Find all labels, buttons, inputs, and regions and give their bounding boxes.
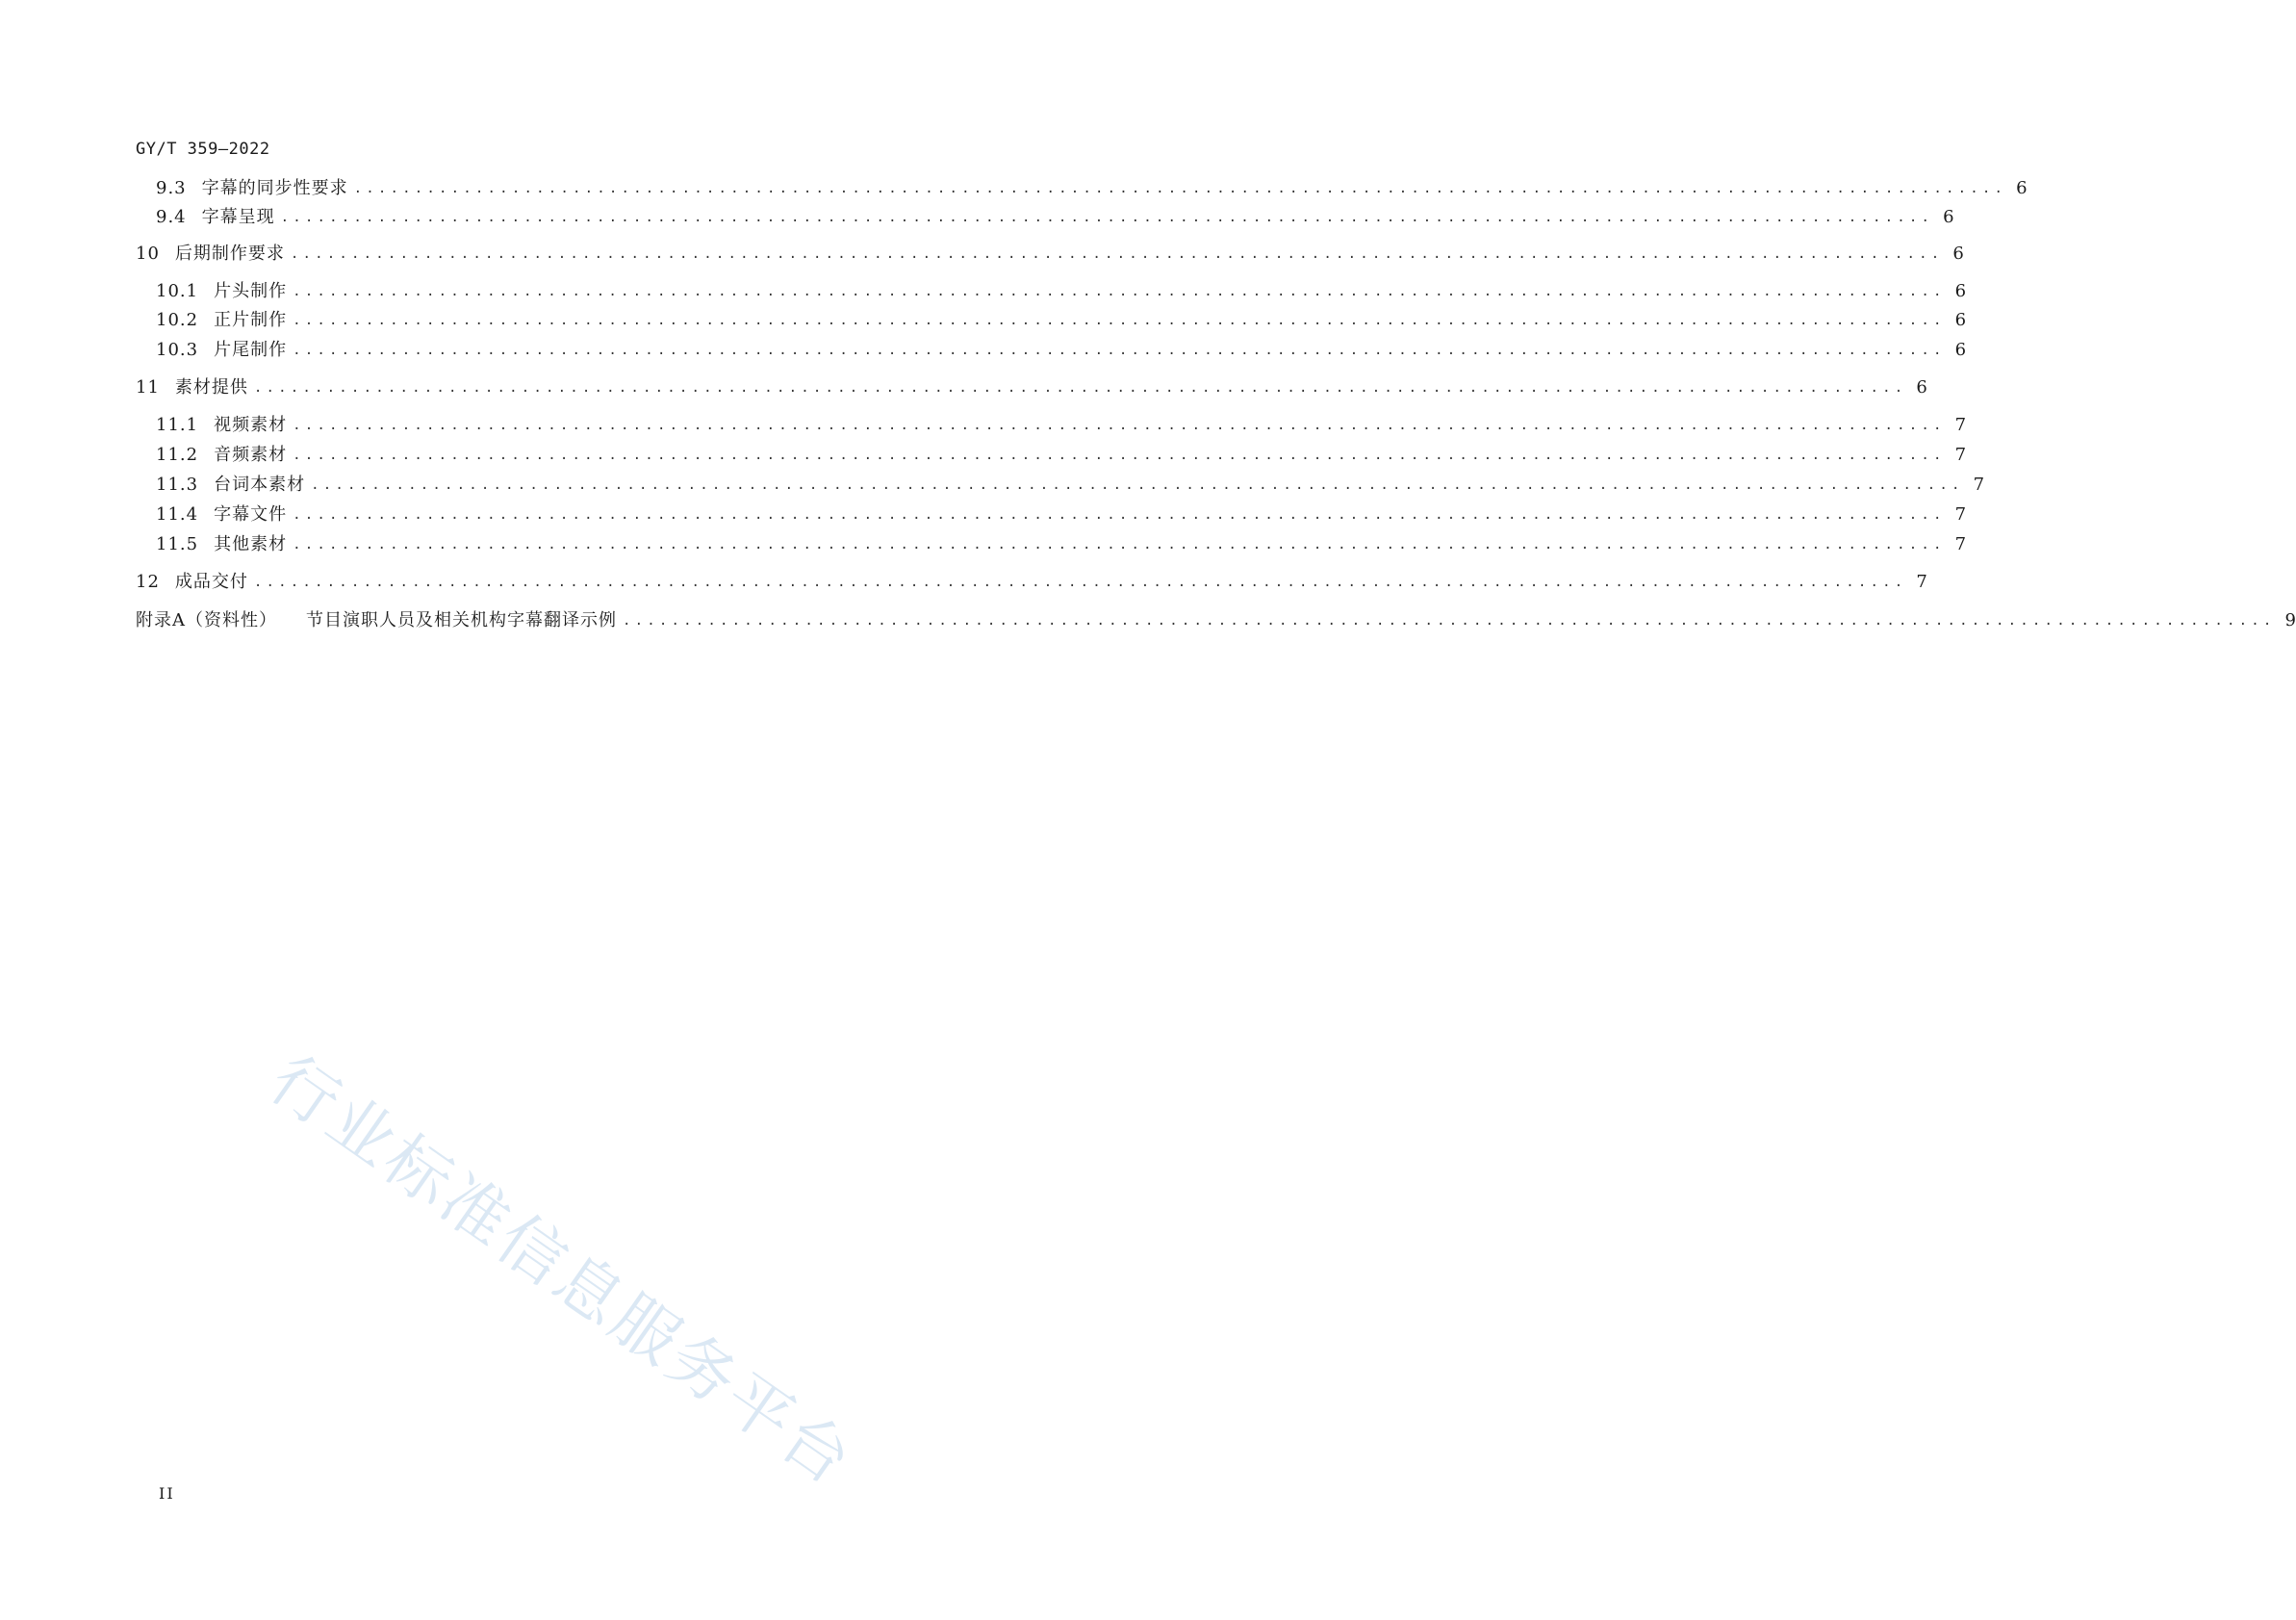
toc-entry-title: 字幕文件 [214, 504, 288, 525]
toc-entry-page: 6 [1952, 244, 1964, 264]
toc-entry-title: 音频素材 [214, 445, 288, 465]
toc-entry-10[interactable] [136, 243, 1964, 266]
toc-entry-11-1[interactable] [136, 414, 1967, 437]
toc-entry-title: 素材提供 [174, 377, 248, 398]
toc-entry-11[interactable] [136, 376, 1927, 399]
toc-entry-title: 台词本素材 [214, 475, 306, 495]
toc-entry-page: 6 [1916, 377, 1927, 398]
toc-entry-page: 7 [1954, 534, 1967, 554]
toc-entry-11-5[interactable] [136, 533, 1967, 556]
toc-entry-10-3[interactable] [136, 339, 1967, 362]
toc-entry-number: 11.4 [156, 504, 199, 525]
toc-entry-number: 11.5 [156, 534, 199, 554]
toc-entry-title: 片尾制作 [214, 340, 288, 360]
toc-entry-page: 9 [2284, 610, 2296, 630]
toc-entry-number: 9.4 [156, 207, 187, 227]
toc-entry-title: 字幕呈现 [201, 207, 275, 227]
document-code: GY/T 359—2022 [136, 140, 270, 159]
toc-leader-dots: ........................................................................................................................................ [353, 181, 2007, 196]
toc-entry-number: 11.1 [156, 415, 199, 435]
toc-entry-page: 7 [1954, 415, 1967, 435]
toc-entry-title: 后期制作要求 [174, 244, 285, 264]
toc-leader-dots: ........................................................................................................................................ [253, 380, 1907, 396]
toc-entry-page: 7 [1954, 445, 1967, 465]
toc-entry-number: 10.3 [156, 340, 199, 360]
toc-entry-10-1[interactable] [136, 280, 1967, 303]
toc-entry-page: 7 [1916, 572, 1927, 592]
toc-entry-9-3[interactable] [136, 177, 2028, 200]
toc-leader-dots: ........................................................................................................................................ [623, 613, 2276, 629]
toc-entry-number: 10.1 [156, 281, 199, 301]
toc-entry-11-4[interactable] [136, 503, 1967, 527]
toc-entry-title: 节目演职人员及相关机构字幕翻译示例 [306, 610, 617, 630]
toc-entry-9-4[interactable] [136, 206, 1954, 229]
toc-entry-number: 9.3 [156, 178, 187, 198]
toc-entry-title: 其他素材 [214, 534, 288, 554]
toc-entry-title: 成品交付 [174, 572, 248, 592]
toc-entry-page: 6 [1954, 310, 1967, 330]
toc-entry-number: 11.2 [156, 445, 199, 465]
toc-leader-dots: ........................................................................................................................................ [293, 537, 1946, 553]
toc-entry-number: 11 [136, 377, 160, 398]
toc-entry-number: 11.3 [156, 475, 199, 495]
toc-entry-10-2[interactable] [136, 309, 1967, 332]
toc-entry-title: 正片制作 [214, 310, 288, 330]
toc-entry-12[interactable] [136, 571, 1927, 594]
toc-entry-title: 片头制作 [214, 281, 288, 301]
toc-leader-dots: ........................................................................................................................................ [311, 477, 1964, 493]
toc-leader-dots: ........................................................................................................................................ [290, 246, 1944, 262]
toc-entry-page: 7 [1954, 504, 1967, 525]
toc-leader-dots: ........................................................................................................................................ [293, 418, 1946, 433]
toc-entry-title: 视频素材 [214, 415, 288, 435]
toc-leader-dots: ........................................................................................................................................ [293, 507, 1946, 523]
toc-entry-number: 12 [136, 572, 160, 592]
toc-entry-page: 6 [1954, 281, 1967, 301]
page-number: II [159, 1484, 175, 1503]
toc-entry-11-2[interactable] [136, 444, 1967, 467]
watermark-text: 行业标准信息服务平台 [256, 1041, 868, 1502]
toc-entry-11-3[interactable] [136, 474, 1985, 497]
toc-entry-page: 6 [1943, 207, 1954, 227]
toc-entry-number: 10 [136, 244, 160, 264]
toc-leader-dots: ........................................................................................................................................ [293, 343, 1946, 358]
toc-entry-page: 6 [1954, 340, 1967, 360]
toc-entry-number: 附录A（资料性） [136, 610, 277, 630]
toc-entry-title: 字幕的同步性要求 [201, 178, 348, 198]
toc-leader-dots: ........................................................................................................................................ [293, 313, 1946, 328]
toc-leader-dots: ........................................................................................................................................ [293, 284, 1946, 299]
toc-leader-dots: ........................................................................................................................................ [293, 448, 1946, 463]
toc-entry-appendix-a[interactable] [136, 609, 2296, 632]
toc-entry-page: 7 [1973, 475, 1985, 495]
toc-leader-dots: ........................................................................................................................................ [280, 210, 1934, 225]
toc-leader-dots: ........................................................................................................................................ [253, 575, 1907, 590]
toc-entry-number: 10.2 [156, 310, 199, 330]
toc-entry-page: 6 [2016, 178, 2028, 198]
